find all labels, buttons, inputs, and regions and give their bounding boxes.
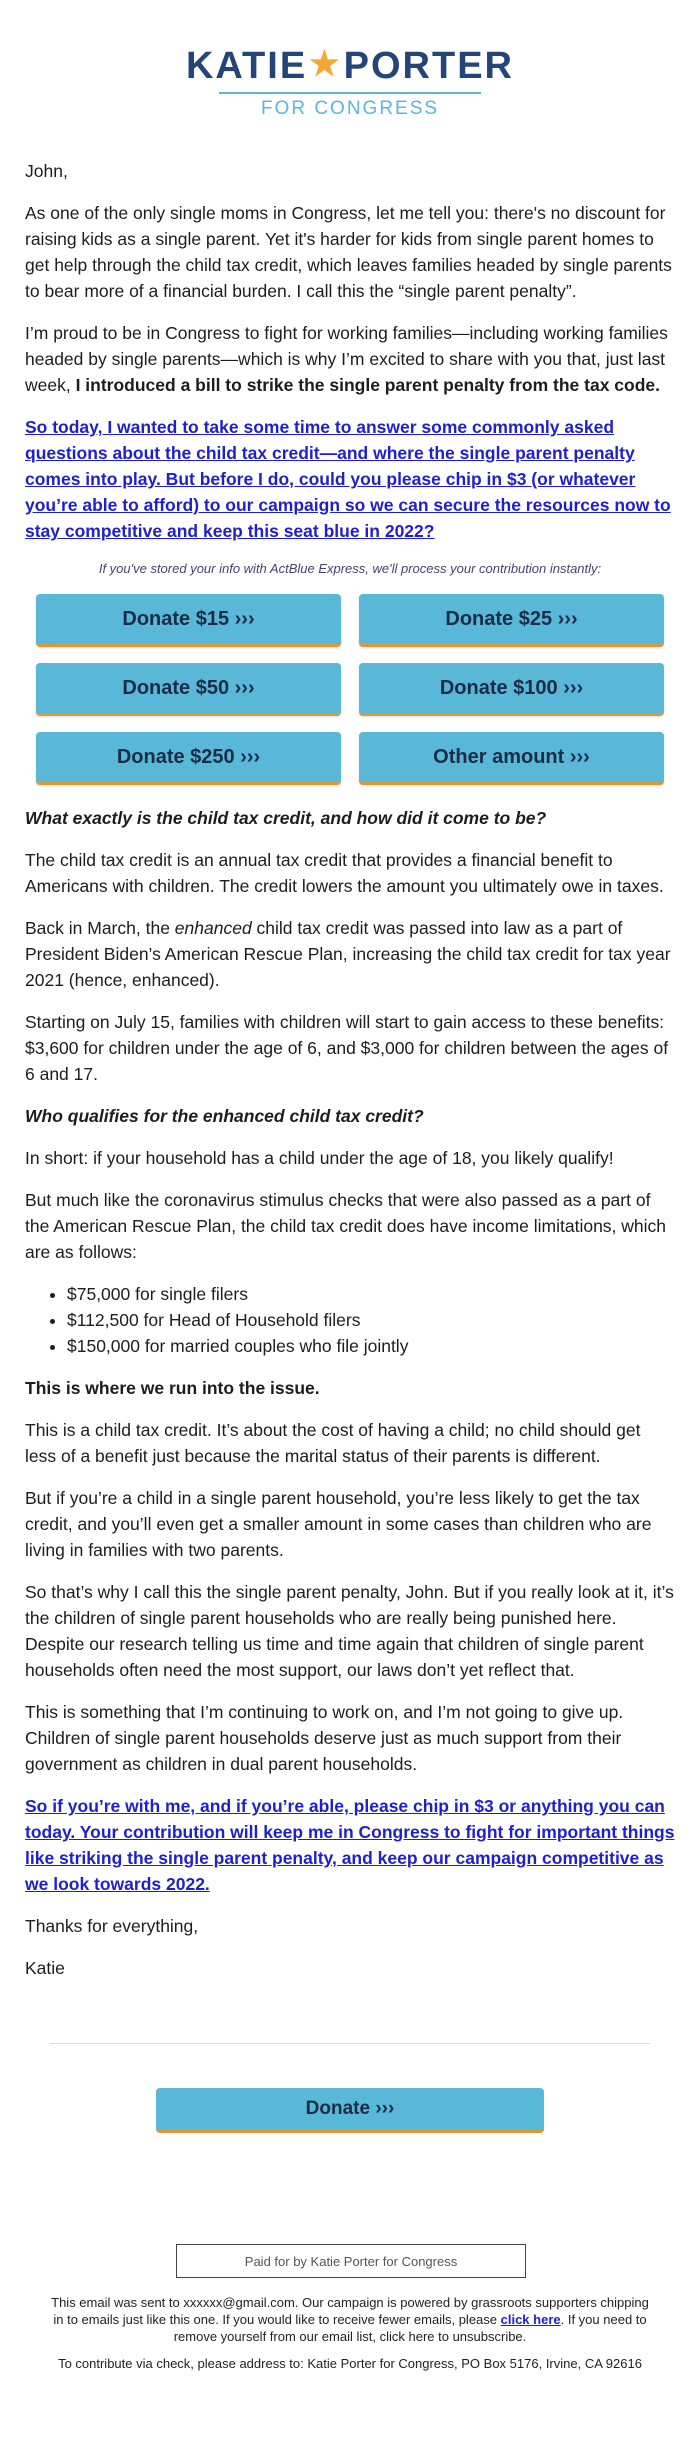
footer bbox=[50, 2294, 650, 2382]
paragraph-continue: This is something that I’m continuing to work on, and I’m not going to give up. Children of single parent households deserve just as much support from their government as children in dual parent households. bbox=[25, 1702, 624, 1774]
donate-100-button[interactable]: Donate $100 ››› bbox=[359, 663, 664, 716]
paragraph-single-parent: But if you’re a child in a single parent household, you’re less likely to get the tax credit, and you’ll even get a smaller amount in some cases than children who are living in families with two parents. bbox=[25, 1488, 652, 1560]
donate-other-amount-button[interactable]: Other amount ››› bbox=[359, 732, 664, 785]
logo-wordmark bbox=[0, 42, 700, 88]
list-item: • $75,000 for single filers bbox=[67, 1281, 675, 1307]
star-icon: ★ bbox=[309, 45, 342, 83]
logo-first-name: KATIE bbox=[185, 45, 308, 87]
paragraph-enhanced-post: child tax credit was passed into law as a part of President Biden’s American Rescue Plan, increasing the child tax credit for tax year 2021 (hence, enhanced). bbox=[25, 918, 671, 990]
logo-last-name: PORTER bbox=[343, 45, 515, 87]
paragraph-bill-highlight: I introduced a bill to strike the single parent penalty from the tax code. bbox=[75, 375, 660, 395]
footer-address: To contribute via check, please address to: Katie Porter for Congress, PO Box 5176, Irvine, CA 92616 bbox=[58, 2356, 642, 2371]
donate-15-button[interactable]: Donate $15 ››› bbox=[36, 594, 341, 647]
paragraph-bill bbox=[25, 320, 675, 398]
list-item: • $112,500 for Head of Household filers bbox=[67, 1307, 675, 1333]
footer-notice-pre: This email was sent to xxxxxx@gmail.com. Our campaign is powered by grassroots supporters chipping in to emails just like this one. If you would like to receive fewer emails, please bbox=[51, 2295, 649, 2327]
paragraph-credit-definition: The child tax credit is an annual tax credit that provides a financial benefit to Americans with children. The credit lowers the amount you ultimately owe in taxes. bbox=[25, 850, 664, 896]
email-body bbox=[25, 158, 675, 1997]
donate-250-button[interactable]: Donate $250 ››› bbox=[36, 732, 341, 785]
donate-link-2[interactable]: So if you’re with me, and if you’re able, please chip in $3 or anything you can today. Your contribution will keep me in Congress to fight for important things like striking the single parent penalty, and keep our campaign competitive as we look towards 2022. bbox=[25, 1796, 675, 1894]
donate-link-1[interactable]: So today, I wanted to take some time to answer some commonly asked questions about the child tax credit—and where the single parent penalty comes into play. But before I do, could you please chip in $3 (or whatever you’re able to afford) to our campaign so we can secure the resources now to stay competitive and keep this seat blue in 2022? bbox=[25, 417, 671, 541]
donate-button-grid bbox=[25, 594, 675, 785]
thanks-line: Thanks for everything, bbox=[25, 1916, 199, 1936]
list-item: • $150,000 for married couples who file jointly bbox=[67, 1333, 675, 1359]
issue-heading: This is where we run into the issue. bbox=[25, 1378, 320, 1398]
greeting: John, bbox=[25, 161, 68, 181]
question-heading-1: What exactly is the child tax credit, and how did it come to be? bbox=[25, 808, 547, 828]
logo bbox=[0, 42, 700, 121]
cta-paragraph-2 bbox=[25, 1793, 675, 1897]
logo-subtitle: FOR CONGRESS bbox=[260, 98, 440, 119]
donate-button[interactable]: Donate ››› bbox=[156, 2088, 544, 2133]
paragraph-bill-text: I’m proud to be in Congress to fight for working families—including working families headed by single parents—which is why I’m excited to share with you that, just last week, bbox=[25, 323, 668, 395]
paid-for-disclaimer: Paid for by Katie Porter for Congress bbox=[176, 2244, 526, 2278]
income-limits-list bbox=[25, 1281, 675, 1359]
paragraph-intro: As one of the only single moms in Congress, let me tell you: there's no discount for raising kids as a single parent. Yet it's harder for kids from single parent homes to get help through the child tax credit, which leaves families headed by single parents to bear more of a financial burden. I call this the “single parent penalty”. bbox=[25, 203, 672, 301]
signature: Katie bbox=[25, 1958, 65, 1978]
actblue-note: If you've stored your info with ActBlue Express, we'll process your contribution instantly: bbox=[98, 561, 602, 576]
footer-notice-post: . If you need to remove yourself from our email list, click here to unsubscribe. bbox=[173, 2312, 647, 2344]
paragraph-qualify: In short: if your household has a child under the age of 18, you likely qualify! bbox=[25, 1148, 614, 1168]
donate-50-button[interactable]: Donate $50 ››› bbox=[36, 663, 341, 716]
fewer-emails-link[interactable]: click here bbox=[500, 2312, 561, 2327]
footer-email-notice bbox=[50, 2294, 650, 2345]
paragraph-july: Starting on July 15, families with children will start to gain access to these benefits: $3,600 for children under the age of 6, and $3,000 for children between the ages of 6 and 17. bbox=[25, 1012, 669, 1084]
question-heading-2: Who qualifies for the enhanced child tax credit? bbox=[25, 1106, 424, 1126]
donate-25-button[interactable]: Donate $25 ››› bbox=[359, 594, 664, 647]
paragraph-enhanced-em: enhanced bbox=[174, 918, 252, 938]
logo-divider bbox=[219, 92, 481, 94]
section-divider bbox=[50, 2043, 650, 2044]
paragraph-enhanced bbox=[25, 915, 675, 993]
cta-paragraph-1 bbox=[25, 414, 675, 544]
paragraph-cost: This is a child tax credit. It’s about the cost of having a child; no child should get less of a benefit just because the marital status of their parents is different. bbox=[25, 1420, 641, 1466]
paragraph-penalty: So that’s why I call this the single parent penalty, John. But if you really look at it, it’s the children of single parent households who are really being punished here. Despite our research telling us time and time again that children of single parent households often need the most support, our laws don’t yet reflect that. bbox=[25, 1582, 674, 1680]
paragraph-limitations: But much like the coronavirus stimulus checks that were also passed as a part of the American Rescue Plan, the child tax credit does have income limitations, which are as follows: bbox=[25, 1190, 667, 1262]
paragraph-enhanced-pre: Back in March, the bbox=[25, 918, 175, 938]
